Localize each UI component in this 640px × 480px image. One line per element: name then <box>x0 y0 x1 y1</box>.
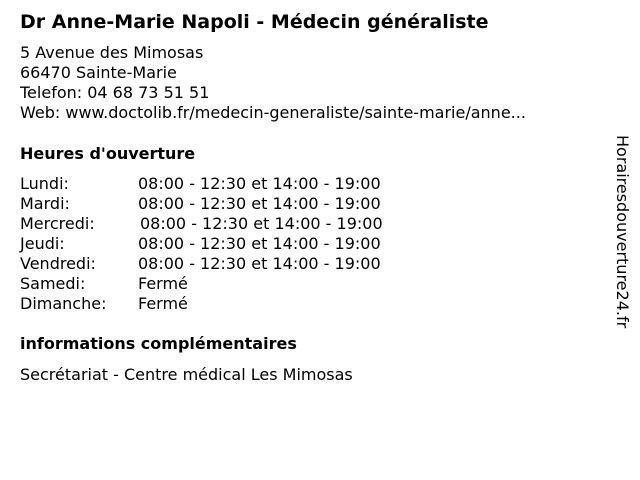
hours-row-tuesday <box>20 194 440 214</box>
website-link[interactable]: Web: www.doctolib.fr/medecin-generaliste/sainte-marie/anne... <box>20 103 526 122</box>
hours-row-saturday <box>20 274 440 294</box>
hours-time: 08:00 - 12:30 et 14:00 - 19:00 <box>138 234 381 253</box>
hours-row-sunday <box>20 294 440 314</box>
hours-time: Fermé <box>138 294 188 313</box>
hours-day: Samedi: <box>20 274 86 293</box>
hours-day: Dimanche: <box>20 294 107 313</box>
opening-hours-table <box>20 174 440 314</box>
hours-day: Mercredi: <box>20 214 95 233</box>
info-text: Secrétariat - Centre médical Les Mimosas <box>20 365 353 384</box>
hours-time: 08:00 - 12:30 et 14:00 - 19:00 <box>140 214 383 233</box>
address-city: 66470 Sainte-Marie <box>20 63 177 82</box>
hours-day: Jeudi: <box>20 234 65 253</box>
address-street: 5 Avenue des Mimosas <box>20 43 204 62</box>
info-heading: informations complémentaires <box>20 334 297 353</box>
phone-number: Telefon: 04 68 73 51 51 <box>20 83 210 102</box>
hours-day: Lundi: <box>20 174 69 193</box>
hours-row-friday <box>20 254 440 274</box>
hours-time: 08:00 - 12:30 et 14:00 - 19:00 <box>138 194 381 213</box>
address-block <box>20 43 526 123</box>
page-title: Dr Anne-Marie Napoli - Médecin généraliste <box>20 11 489 33</box>
hours-day: Mardi: <box>20 194 70 213</box>
hours-day: Vendredi: <box>20 254 96 273</box>
hours-heading: Heures d'ouverture <box>20 144 196 163</box>
hours-row-monday <box>20 174 440 194</box>
hours-row-wednesday <box>20 214 440 234</box>
hours-time: 08:00 - 12:30 et 14:00 - 19:00 <box>138 254 381 273</box>
hours-time: Fermé <box>138 274 188 293</box>
hours-row-thursday <box>20 234 440 254</box>
hours-time: 08:00 - 12:30 et 14:00 - 19:00 <box>138 174 381 193</box>
site-watermark: Horairesdouverture24.fr <box>613 135 632 329</box>
